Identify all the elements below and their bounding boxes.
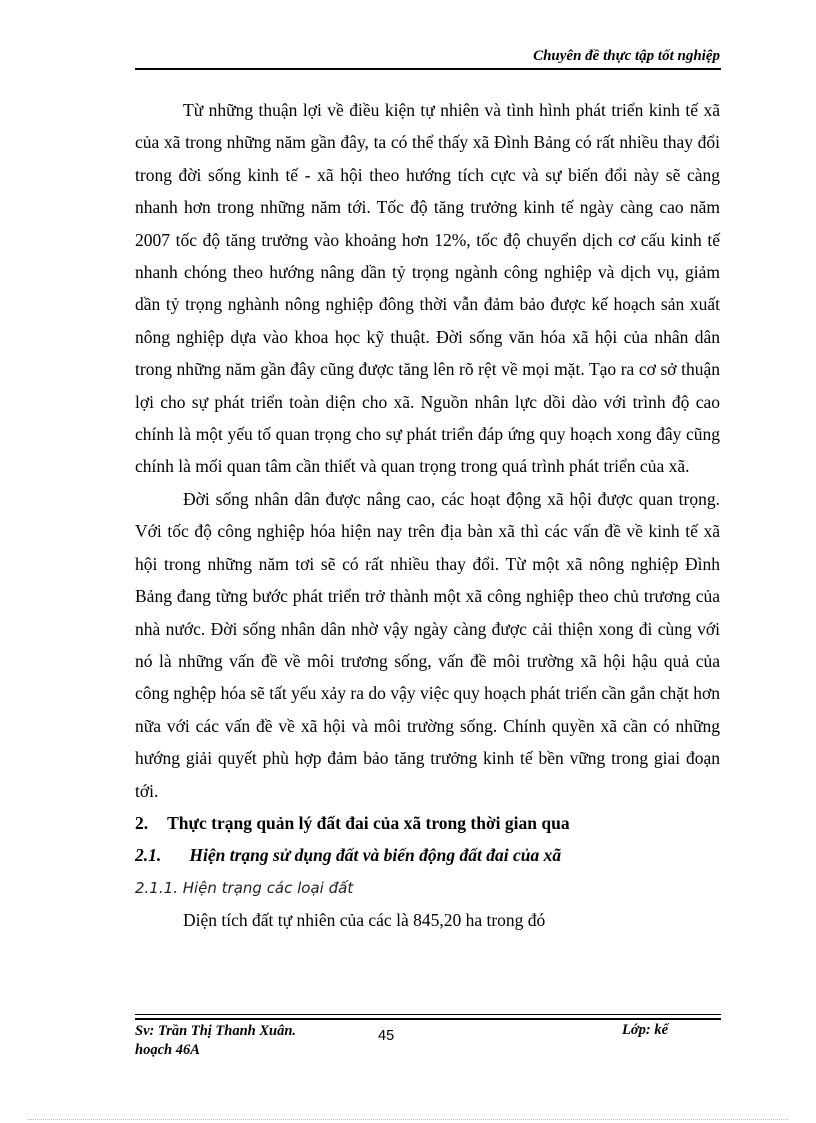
section-heading-2 — [135, 807, 720, 839]
footer-author-line-1: Sv: Trần Thị Thanh Xuân. — [135, 1023, 297, 1039]
page-body — [135, 94, 720, 937]
section-number: 2. — [135, 812, 149, 833]
footer-rule-thin — [135, 1014, 721, 1015]
footer-rule-thick — [135, 1018, 721, 1020]
body-line-area: Diện tích đất tự nhiên của các là 845,20 ha trong đó — [183, 910, 546, 931]
subsection-number: 2.1. — [135, 845, 162, 866]
footer-class-label: Lớp: kế — [622, 1022, 669, 1038]
footer-author-line-2: hoạch 46A — [135, 1042, 200, 1058]
body-paragraph-1: Từ những thuận lợi về điều kiện tự nhiên và tình hình phát triển kinh tế xã của xã trong những năm gần đây, ta có thể thấy xã Đình Bảng có rất nhiều thay đổi trong đời sống kinh tế - xã hội theo hướng tích cực và sự biến đổi này sẽ càng nhanh hơn trong những năm tới. Tốc độ tăng trưởng kinh tế ngày càng cao năm 2007 tốc độ tăng trưởng vào khoảng hơn 12%, tốc độ chuyển dịch cơ cấu kinh tế nhanh chóng theo hướng nâng dần tỷ trọng ngành công nghiệp và dịch vụ, giảm dần tỷ trọng nghành nông nghiệp đông thời vẫn đảm bảo được kế hoạch sản xuất nông nghiệp dựa vào khoa học kỹ thuật. Đời sống văn hóa xã hội của nhân dân trong những năm gần đây cũng được tăng lên rõ rệt về mọi mặt. Tạo ra cơ sở thuận lợi cho sự phát triển toàn diện cho xã. Nguồn nhân lực dồi dào với trình độ cao chính là một yếu tố quan trọng cho sự phát triển đáp ứng quy hoạch xong đây cũng chính là mối quan tâm cần thiết và quan trọng trong quá trình phát triển của xã. — [135, 100, 720, 477]
page-bottom-border — [28, 1119, 788, 1120]
subsection-title: Hiện trạng sử dụng đất và biến động đất đai của xã — [189, 845, 562, 866]
section-title: Thực trạng quản lý đất đai của xã trong thời gian qua — [167, 812, 570, 833]
subsection-heading-2-1 — [135, 839, 720, 871]
body-paragraph-2: Đời sống nhân dân được nâng cao, các hoạt động xã hội được quan trọng. Với tốc độ công nghiệp hóa hiện nay trên địa bàn xã thì các vấn đề về kinh tế xã hội trong những năm tơi sẽ có rất nhiều thay đổi. Từ một xã nông nghiệp Đình Bảng đang từng bước phát triển trở thành một xã công nghiệp theo chủ trương của nhà nước. Đời sống nhân dân nhờ vậy ngày càng được cải thiện xong đi cùng với nó là những vấn đề về môi trương sống, vấn đề môi trường xã hội hậu quả của công nghệp hóa sẽ tất yếu xảy ra do vậy việc quy hoạch phát triển cần gắn chặt hơn nữa với các vấn đề về xã hội và môi trường sống. Chính quyền xã cần có những hướng giải quyết phù hợp đảm bảo tăng trưởng kinh tế bền vững trong giai đoạn tới. — [135, 488, 720, 801]
header-rule — [135, 68, 721, 70]
subsubsection-heading-2-1-1: 2.1.1. Hiện trạng các loại đất — [135, 878, 354, 897]
footer-author — [135, 1022, 345, 1060]
page-number: 45 — [378, 1028, 395, 1044]
running-header-title: Chuyên đề thực tập tốt nghiệp — [533, 48, 720, 64]
